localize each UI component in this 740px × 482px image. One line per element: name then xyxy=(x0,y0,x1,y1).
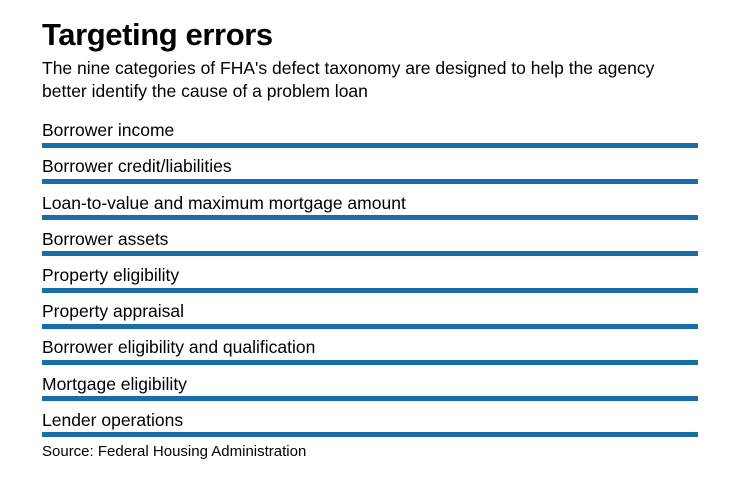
list-item xyxy=(42,112,698,148)
list-item xyxy=(42,329,698,365)
category-label: Mortgage eligibility xyxy=(42,373,187,394)
category-list xyxy=(42,112,698,438)
category-label: Lender operations xyxy=(42,409,184,430)
chart-subtitle: The nine categories of FHA's defect taxonomy are designed to help the agency better identify the cause of a problem loan xyxy=(42,58,655,101)
category-bar xyxy=(42,432,698,437)
list-item xyxy=(42,220,698,256)
list-item xyxy=(42,184,698,220)
list-item xyxy=(42,365,698,401)
category-label: Borrower assets xyxy=(42,228,169,249)
list-item xyxy=(42,293,698,329)
source-note: Source: Federal Housing Administration xyxy=(42,443,307,460)
category-label: Property eligibility xyxy=(42,265,180,285)
category-label: Borrower eligibility and qualification xyxy=(42,337,316,358)
list-item xyxy=(42,401,698,437)
category-label: Property appraisal xyxy=(42,301,185,322)
category-label: Loan-to-value and maximum mortgage amount xyxy=(42,192,406,213)
category-label: Borrower credit/liabilities xyxy=(42,156,232,177)
category-label: Borrower income xyxy=(42,120,175,141)
list-item xyxy=(42,148,698,184)
chart-title: Targeting errors xyxy=(42,17,273,52)
list-item xyxy=(42,256,698,292)
